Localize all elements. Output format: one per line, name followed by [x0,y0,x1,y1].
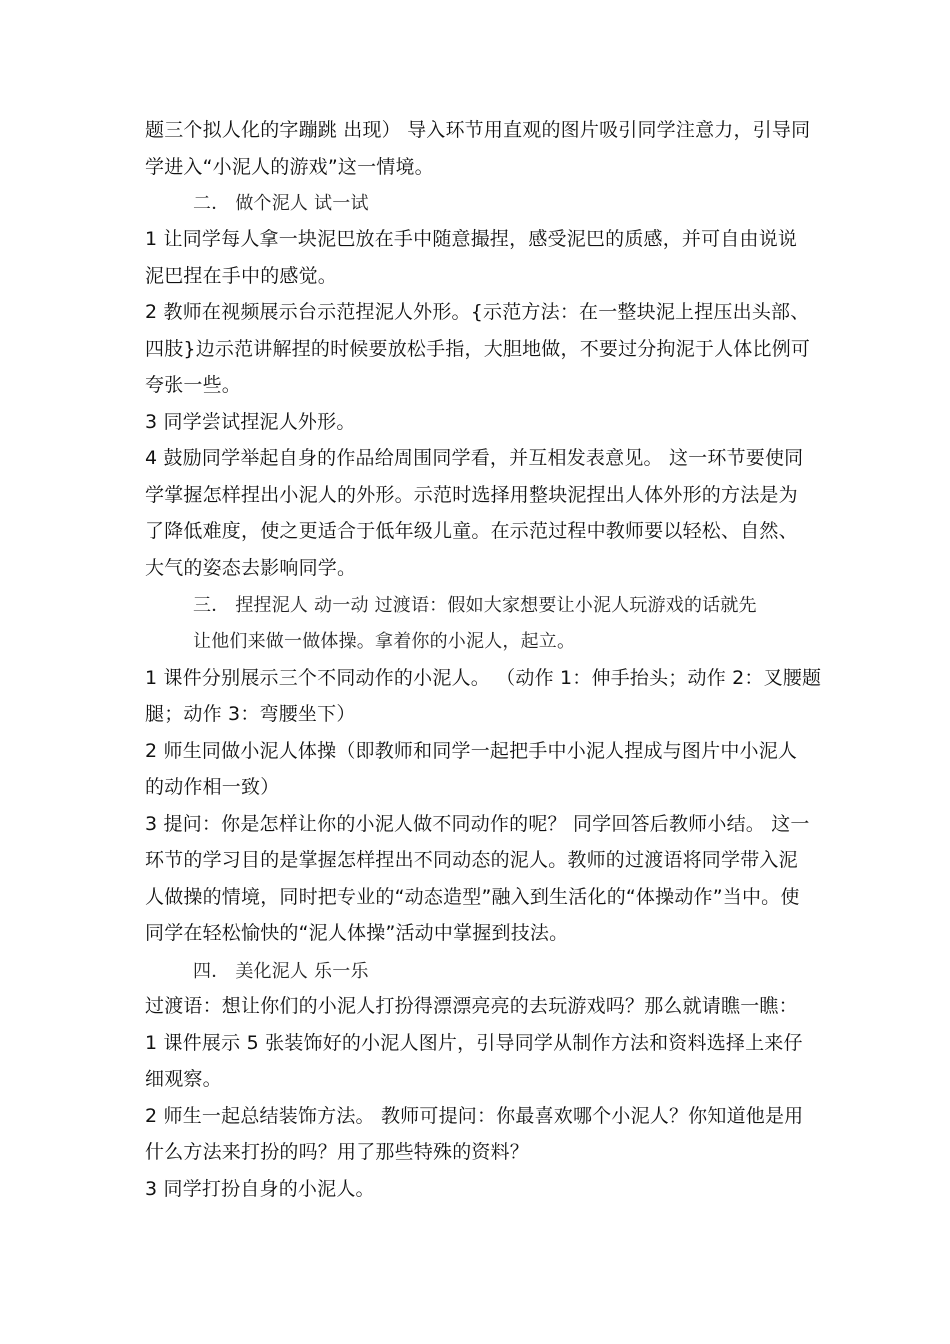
paragraph-line: 1 课件展示 5 张装饰好的小泥人图片，引导同学从制作方法和资料选择上来仔 [145,1032,803,1054]
paragraph-line: 腿；动作 3：弯腰坐下） [145,703,356,725]
paragraph-line: 1 让同学每人拿一块泥巴放在手中随意撮捏，感受泥巴的质感，并可自由说说 [145,228,798,250]
paragraph-line: 的动作相一致） [145,776,280,798]
section-heading-3: 三． 捏捏泥人 动一动 过渡语：假如大家想要让小泥人玩游戏的话就先 [193,595,757,616]
section-heading-3-continued: 让他们来做一做体操。拿着你的小泥人，起立。 [193,631,576,652]
paragraph-line: 2 师生一起总结装饰方法。 教师可提问：你最喜欢哪个小泥人？你知道他是用 [145,1105,804,1127]
paragraph-line: 2 教师在视频展示台示范捏泥人外形。{示范方法：在一整块泥上捏压出头部、 [145,301,810,323]
paragraph-line: 3 同学打扮自身的小泥人。 [145,1178,375,1200]
paragraph-line: 过渡语：想让你们的小泥人打扮得漂漂亮亮的去玩游戏吗？那么就请瞧一瞧： [145,995,798,1017]
paragraph-line: 泥巴捏在手中的感觉。 [145,265,338,287]
paragraph-line: 夸张一些。 [145,374,242,396]
section-heading-2: 二． 做个泥人 试一试 [193,193,369,214]
paragraph-line: 了降低难度，使之更适合于低年级儿童。在示范过程中教师要以轻松、自然、 [145,520,798,542]
paragraph-line: 细观察。 [145,1068,222,1090]
paragraph-line: 学掌握怎样捏出小泥人的外形。示范时选择用整块泥捏出人体外形的方法是为 [145,484,798,506]
paragraph-line: 大气的姿态去影响同学。 [145,557,357,579]
paragraph-line: 四肢}边示范讲解捏的时候要放松手指，大胆地做，不要过分拘泥于人体比例可 [145,338,811,360]
paragraph-line: 题三个拟人化的字蹦跳 出现） 导入环节用直观的图片吸引同学注意力，引导同 [145,119,811,141]
paragraph-line: 学进入“小泥人的游戏”这一情境。 [145,156,434,178]
paragraph-line: 3 同学尝试捏泥人外形。 [145,411,356,433]
section-heading-4: 四． 美化泥人 乐一乐 [193,961,369,982]
paragraph-line: 4 鼓励同学举起自身的作品给周围同学看，并互相发表意见。 这一环节要使同 [145,447,804,469]
paragraph-line: 3 提问：你是怎样让你的小泥人做不同动作的呢？ 同学回答后教师小结。 这一 [145,813,810,835]
paragraph-line: 1 课件分别展示三个不同动作的小泥人。 （动作 1：伸手抬头；动作 2：叉腰题 [145,667,822,689]
paragraph-line: 环节的学习目的是掌握怎样捏出不同动态的泥人。教师的过渡语将同学带入泥 [145,849,798,871]
paragraph-line: 2 师生同做小泥人体操（即教师和同学一起把手中小泥人捏成与图片中小泥人 [145,740,798,762]
paragraph-line: 同学在轻松愉快的“泥人体操”活动中掌握到技法。 [145,922,569,944]
paragraph-line: 人做操的情境，同时把专业的“动态造型”融入到生活化的“体操动作”当中。使 [145,886,800,908]
paragraph-line: 什么方法来打扮的吗？用了那些特殊的资料？ [145,1141,530,1163]
